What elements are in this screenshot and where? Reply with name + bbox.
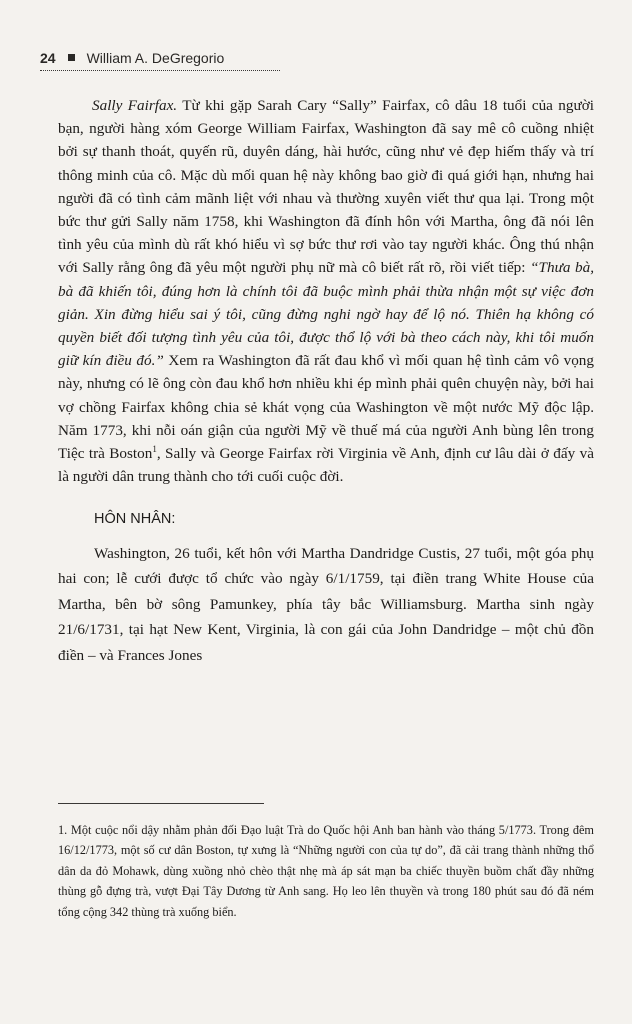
paragraph-marriage: Washington, 26 tuổi, kết hôn với Martha Dandridge Custis, 27 tuổi, một góa phụ hai con; lễ cưới được tổ chức vào ngày 6/1/1759, tại điền trang White House của Martha, bên bờ sông Pamunkey, phía tây bắc Williamsburg. Martha sinh ngày 21/6/1731, tại hạt New Kent, Virginia, là con gái của John Dandridge – một chủ đồn điền – và Frances Jones (58, 544, 594, 664)
author-name: William A. DeGregorio (86, 50, 225, 66)
running-header (40, 50, 224, 66)
footnote-text: 1. Một cuộc nổi dậy nhằm phản đối Đạo luật Trà do Quốc hội Anh ban hành vào tháng 5/1773. Trong đêm 16/12/1773, một số cư dân Boston, tự xưng là “Những người con của tự do”, đã cải trang thành những thổ dân da đỏ Mohawk, dùng xuồng nhỏ chèo thật nhẹ mà áp sát mạn ba chiếc thuyền buồm chất đầy những thùng gỗ đựng trà, vượt Đại Tây Dương từ Anh sang. Họ leo lên thuyền và trong 180 phút sau đó đã ném tổng cộng 342 thùng trà xuống biển. (58, 823, 594, 919)
letter-quote: “Thưa bà, bà đã khiến tôi, đúng hơn là chính tôi đã buộc mình phải thừa nhận một sự việc đơn giản. Xin đừng hiểu sai ý tôi, cũng đừng nghi ngờ hay để lộ nó. Thiên hạ không có quyền biết đối tượng tình yêu của tôi, được thổ lộ với bà theo cách này, khi tôi muốn giữ kín điều đó.” (58, 259, 594, 370)
square-bullet-icon (68, 54, 75, 61)
body-text (58, 94, 594, 668)
header-dotted-rule (40, 70, 280, 71)
paragraph-lead-name: Sally Fairfax. (92, 97, 178, 114)
paragraph-text: Từ khi gặp Sarah Cary “Sally” Fairfax, cô dâu 18 tuổi của người bạn, người hàng xóm George William Fairfax, Washington đã say mê cô cuồng nhiệt bởi sự thanh thoát, quyến rũ, duyên dáng, hài hước, cũng như vẻ đẹp hiếm thấy và trí thông minh của cô. Mặc dù mối quan hệ này không bao giờ đi quá giới hạn, nhưng hai người đã có tình cảm mãnh liệt với nhau và thường xuyên viết thư qua lại. Trong một bức thư gửi Sally năm 1758, khi Washington đã đính hôn với Martha, ông đã nói lên tình yêu của mình dù rất khó hiểu vì sợ bức thư rơi vào tay người khác. Ông thú nhận với Sally rằng ông đã yêu một người phụ nữ mà cô biết rất rõ, rồi viết tiếp: (58, 97, 594, 277)
section-heading: HÔN NHÂN: (94, 511, 176, 528)
footnote-reference[interactable]: 1 (152, 444, 157, 455)
page-number: 24 (40, 50, 56, 66)
paragraph-text: Xem ra Washington đã rất đau khổ vì mối quan hệ tình cảm vô vọng này, nhưng có lẽ ông còn đau khổ hơn nhiều khi ép mình phải quên chuyện này, bởi hai vợ chồng Fairfax không chia sẻ khát vọng của Washington về một nước Mỹ độc lập. Năm 1773, khi nỗi oán giận của người Mỹ về thuế má của người Anh bùng lên trong Tiệc trà Boston (58, 352, 594, 463)
paragraph-text: , Sally và George Fairfax rời Virginia về Anh, định cư lâu dài ở đấy và là người dân trung thành cho tới cuối cuộc đời. (58, 445, 594, 486)
footnote-divider (58, 803, 264, 804)
footnote (58, 820, 594, 922)
paragraph-sally-fairfax (58, 94, 594, 488)
